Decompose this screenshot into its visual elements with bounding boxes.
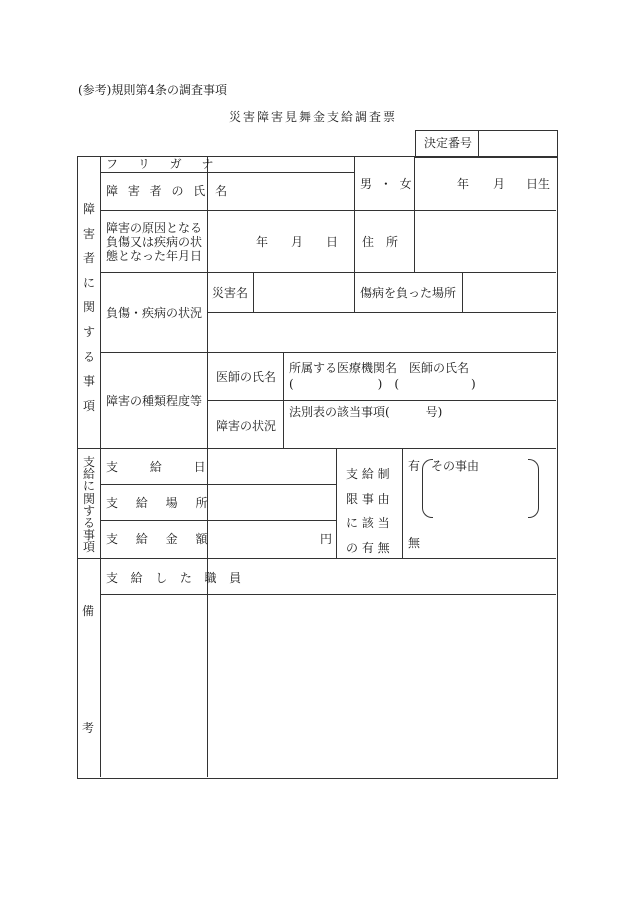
remarks-label-2: 考 bbox=[82, 721, 95, 735]
sex-label[interactable]: 男 ・ 女 bbox=[360, 177, 414, 191]
decision-number-label: 決定番号 bbox=[424, 136, 473, 150]
disaster-name-field[interactable] bbox=[254, 273, 353, 311]
disability-level-label: 障害の種類程度等 bbox=[106, 394, 203, 408]
reason-bracket-left bbox=[422, 459, 433, 518]
disaster-name-label: 災害名 bbox=[212, 286, 249, 300]
payment-place-field[interactable] bbox=[208, 485, 335, 519]
yen-unit: 円 bbox=[320, 532, 333, 546]
birth-month: 月 bbox=[493, 177, 506, 191]
payment-date-label: 支 給 日 bbox=[106, 460, 220, 474]
furigana-label: フ リ ガ ナ bbox=[106, 157, 222, 171]
birth-year: 年 bbox=[457, 177, 470, 191]
doctor-name-label: 医師の氏名 bbox=[216, 370, 277, 384]
cause-day: 日 bbox=[326, 235, 339, 249]
restriction-yes[interactable]: 有 bbox=[408, 459, 421, 473]
staff-field[interactable] bbox=[208, 559, 555, 593]
address-field[interactable] bbox=[415, 211, 555, 271]
appendix-label[interactable]: 法別表の該当事項( 号) bbox=[289, 405, 443, 419]
payment-amount-field[interactable] bbox=[208, 521, 335, 557]
payment-section-label: 支 給 に 関 す る 事 項 bbox=[82, 455, 95, 555]
reason-label: その事由 bbox=[431, 459, 480, 473]
remarks-field[interactable] bbox=[208, 595, 555, 776]
payment-place-label: 支 給 場 所 bbox=[106, 496, 215, 510]
form-title: 災害障害見舞金支給調査票 bbox=[229, 110, 398, 124]
reason-field[interactable] bbox=[434, 474, 526, 514]
injury-status-label: 負傷・疾病の状況 bbox=[106, 306, 203, 320]
injury-status-field[interactable] bbox=[208, 313, 555, 351]
injury-place-label: 傷病を負った場所 bbox=[360, 286, 457, 300]
medical-parens[interactable]: ( ) ( ) bbox=[289, 377, 476, 391]
decision-number-field[interactable] bbox=[479, 131, 555, 155]
injury-place-field[interactable] bbox=[463, 273, 555, 311]
furigana-field[interactable] bbox=[208, 157, 353, 171]
restriction-label: 支 給 制 限 事 由 に 該 当 の 有 無 bbox=[346, 467, 390, 555]
payment-amount-label: 支 給 金 額 bbox=[106, 532, 215, 546]
name-label: 障 害 者 の 氏 名 bbox=[106, 184, 231, 198]
reference-note: (参考)規則第4条の調査事項 bbox=[78, 83, 227, 97]
address-label: 住 所 bbox=[362, 235, 399, 249]
staff-label: 支 給 し た 職 員 bbox=[106, 571, 246, 585]
birth-day: 日生 bbox=[526, 177, 551, 191]
restriction-no[interactable]: 無 bbox=[408, 536, 421, 550]
cause-year: 年 bbox=[256, 235, 269, 249]
payment-date-field[interactable] bbox=[208, 449, 335, 483]
reason-bracket-right bbox=[528, 459, 539, 518]
medical-institution-label: 所属する医療機関名 医師の氏名 bbox=[289, 361, 470, 375]
remarks-label-1: 備 bbox=[82, 604, 95, 618]
cause-month: 月 bbox=[291, 235, 304, 249]
disabled-section-label: 障 害 者 に 関 す る 事 項 bbox=[82, 202, 95, 413]
disability-status-label: 障害の状況 bbox=[216, 419, 277, 433]
cause-label: 障害の原因となる 負傷又は疾病の状 態となった年月日 bbox=[106, 221, 203, 263]
name-field[interactable] bbox=[208, 173, 353, 209]
